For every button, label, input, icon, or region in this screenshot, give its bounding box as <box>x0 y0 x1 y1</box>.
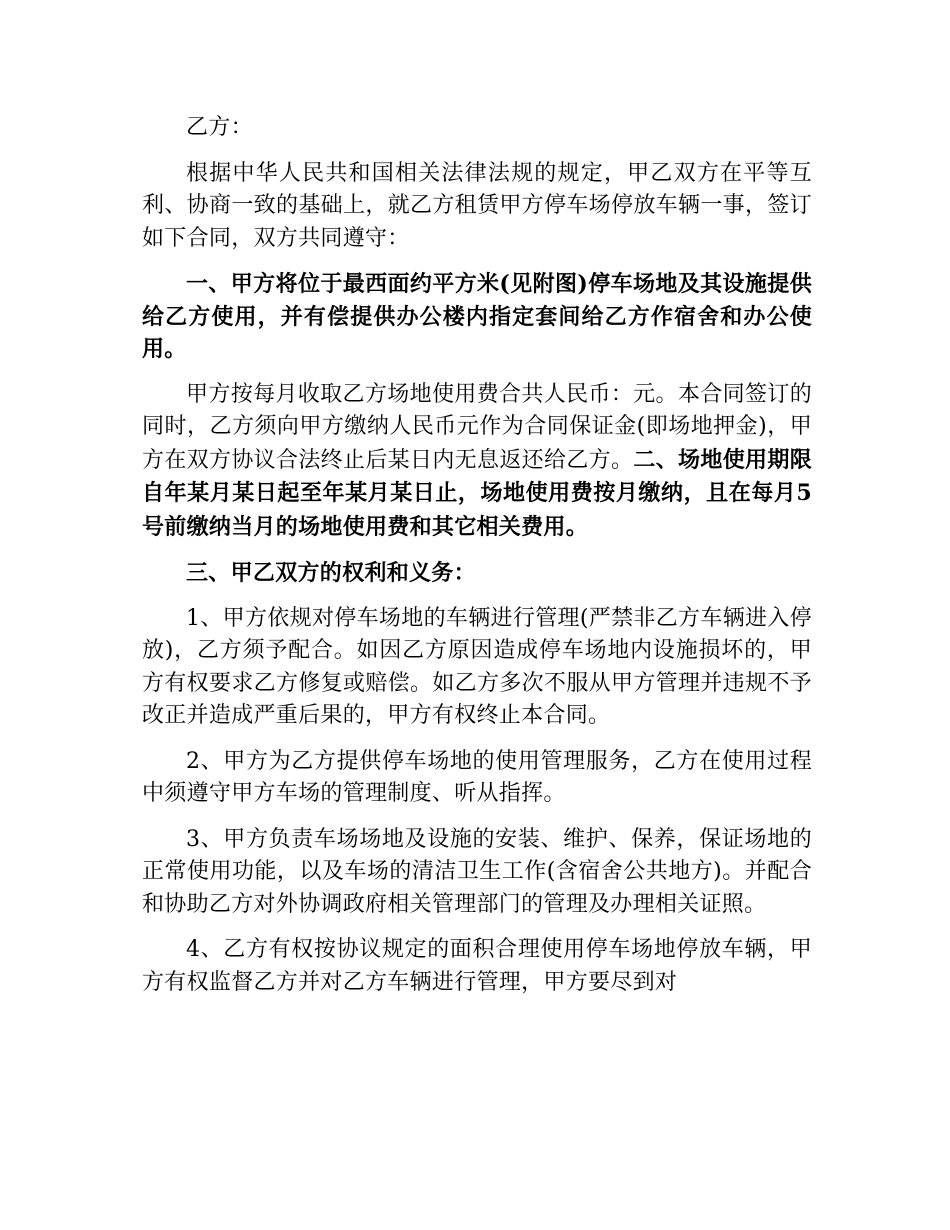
clause-3-item-1: 1、甲方依规对停车场地的车辆进行管理(严禁非乙方车辆进入停放)，乙方须予配合。如因乙方原因造成停车场地内设施损坏的，甲方有权要求乙方修复或赔偿。如乙方多次不服从甲方管理并违规不予改正并造成严重后果的，甲方有权终止本合同。 <box>142 605 812 728</box>
clause-3-heading: 三、甲乙双方的权利和义务： <box>186 560 476 586</box>
party-b-line: 乙方： <box>186 115 253 140</box>
clause-2-text: 二、场地使用期限自年某月某日起至年某月某日止，场地使用费按月缴纳，且在每月5号前缴纳当月的场地使用费和其它相关费用。 <box>142 446 812 540</box>
intro-paragraph: 根据中华人民共和国相关法律法规的规定，甲乙双方在平等互利、协商一致的基础上，就乙方租赁甲方停车场停放车辆一事，签订如下合同，双方共同遵守： <box>142 160 812 251</box>
clause-3-item-3: 3、甲方负责车场场地及设施的安装、维护、保养，保证场地的正常使用功能，以及车场的清洁卫生工作(含宿舍公共地方)。并配合和协助乙方对外协调政府相关管理部门的管理及办理相关证照。 <box>142 826 812 917</box>
fee-paragraph <box>142 379 812 545</box>
clause-1-paragraph: 一、甲方将位于最西面约平方米(见附图)停车场地及其设施提供给乙方使用，并有偿提供办公楼内指定套间给乙方作宿舍和办公使用。 <box>142 271 812 362</box>
fee-text: 甲方按每月收取乙方场地使用费合共人民币：元。本合同签订的同时，乙方须向甲方缴纳人民币元作为合同保证金(即场地押金)，甲方在双方协议合法终止后某日内无息返还给乙方。 <box>142 381 812 473</box>
clause-3-item-2: 2、甲方为乙方提供停车场地的使用管理服务，乙方在使用过程中须遵守甲方车场的管理制度、听从指挥。 <box>142 748 812 806</box>
document-page <box>142 112 812 999</box>
clause-3-item-4: 4、乙方有权按协议规定的面积合理使用停车场地停放车辆，甲方有权监督乙方并对乙方车辆进行管理，甲方要尽到对 <box>142 937 812 995</box>
